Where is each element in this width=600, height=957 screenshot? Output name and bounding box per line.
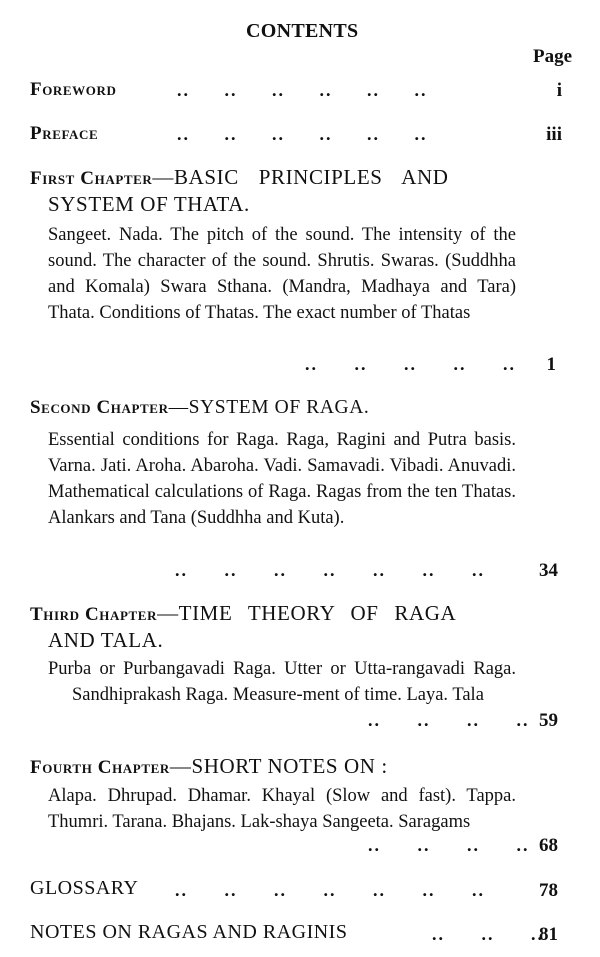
toc-entry-first-chapter-leader: .. .. .. .. .. <box>305 354 516 374</box>
toc-entry-first-chapter-page[interactable]: 1 <box>546 354 556 375</box>
chapter-title-line: —SHORT NOTES ON : <box>169 754 388 778</box>
contents-title: CONTENTS <box>246 20 359 42</box>
toc-entry-notes-label[interactable]: NOTES ON RAGAS AND RAGINIS <box>30 921 348 943</box>
page-column-header: Page <box>533 46 573 67</box>
toc-entry-third-chapter-leader: .. .. .. .. <box>368 710 530 730</box>
toc-entry-fourth-chapter-leader: .. .. .. .. <box>368 835 530 855</box>
toc-entry-second-chapter-heading[interactable] <box>30 397 369 419</box>
toc-entry-preface-leader: .. .. .. .. .. .. <box>177 124 428 144</box>
toc-entry-second-chapter-page[interactable]: 34 <box>539 560 558 581</box>
chapter-title-line: —BASIC PRINCIPLES AND <box>152 165 449 189</box>
toc-entry-first-chapter-heading[interactable] <box>30 165 449 190</box>
chapter-title-line: —TIME THEORY OF RAGA <box>157 601 457 625</box>
chapter-label: Third Chapter <box>30 604 158 625</box>
toc-entry-second-chapter-leader: .. .. .. .. .. .. .. <box>175 560 485 580</box>
chapter-summary: Essential conditions for Raga. Raga, Ragini and Putra basis. Varna. Jati. Aroha. Abaroha. Vadi. Samavadi. Vibadi. Anuvadi. Mathematical calculations of Raga. Ragas from the ten Thatas. Alankars and Tana (Suddhha and Kuta). <box>48 430 516 528</box>
toc-entry-third-chapter-page[interactable]: 59 <box>539 710 558 731</box>
chapter-summary: Sangeet. Nada. The pitch of the sound. The intensity of the sound. The character of the sound. Shrutis. Swaras. (Suddhha and Komala) Swara Sthana. (Mandra, Madhaya and Tara) Thata. Conditions of Thatas. The exact number of Thatas <box>48 225 516 323</box>
toc-entry-preface-label[interactable]: Preface <box>30 123 99 144</box>
toc-entry-foreword-leader: .. .. .. .. .. .. <box>177 80 428 100</box>
chapter-label: First Chapter <box>30 168 153 189</box>
toc-entry-preface-page[interactable]: iii <box>546 124 562 145</box>
chapter-title-line-2: SYSTEM OF THATA. <box>48 192 250 216</box>
toc-entry-glossary-label[interactable]: GLOSSARY <box>30 877 139 899</box>
toc-entry-third-chapter-heading[interactable] <box>30 601 456 626</box>
chapter-label: Fourth Chapter <box>30 757 170 778</box>
toc-entry-glossary-leader: .. .. .. .. .. .. .. <box>175 880 485 900</box>
chapter-title-line: —SYSTEM OF RAGA. <box>168 397 370 418</box>
toc-entry-foreword-label[interactable]: Foreword <box>30 79 117 100</box>
chapter-summary: Purba or Purbangavadi Raga. Utter or Utta-rangavadi Raga. Sandhiprakash Raga. Measure-ment of time. Laya. Tala <box>48 659 516 705</box>
chapter-label: Second Chapter <box>30 397 169 418</box>
toc-entry-notes-leader: .. .. .. <box>432 924 544 944</box>
chapter-summary: Alapa. Dhrupad. Dhamar. Khayal (Slow and fast). Tappa. Thumri. Tarana. Bhajans. Lak-shaya Sangeeta. Saragams <box>48 786 516 832</box>
toc-entry-notes-page[interactable]: 81 <box>539 924 558 945</box>
toc-entry-fourth-chapter-heading[interactable] <box>30 754 388 779</box>
chapter-title-line-2: AND TALA. <box>48 628 164 652</box>
toc-entry-glossary-page[interactable]: 78 <box>539 880 558 901</box>
toc-entry-fourth-chapter-page[interactable]: 68 <box>539 835 558 856</box>
toc-entry-foreword-page[interactable]: i <box>556 80 562 101</box>
